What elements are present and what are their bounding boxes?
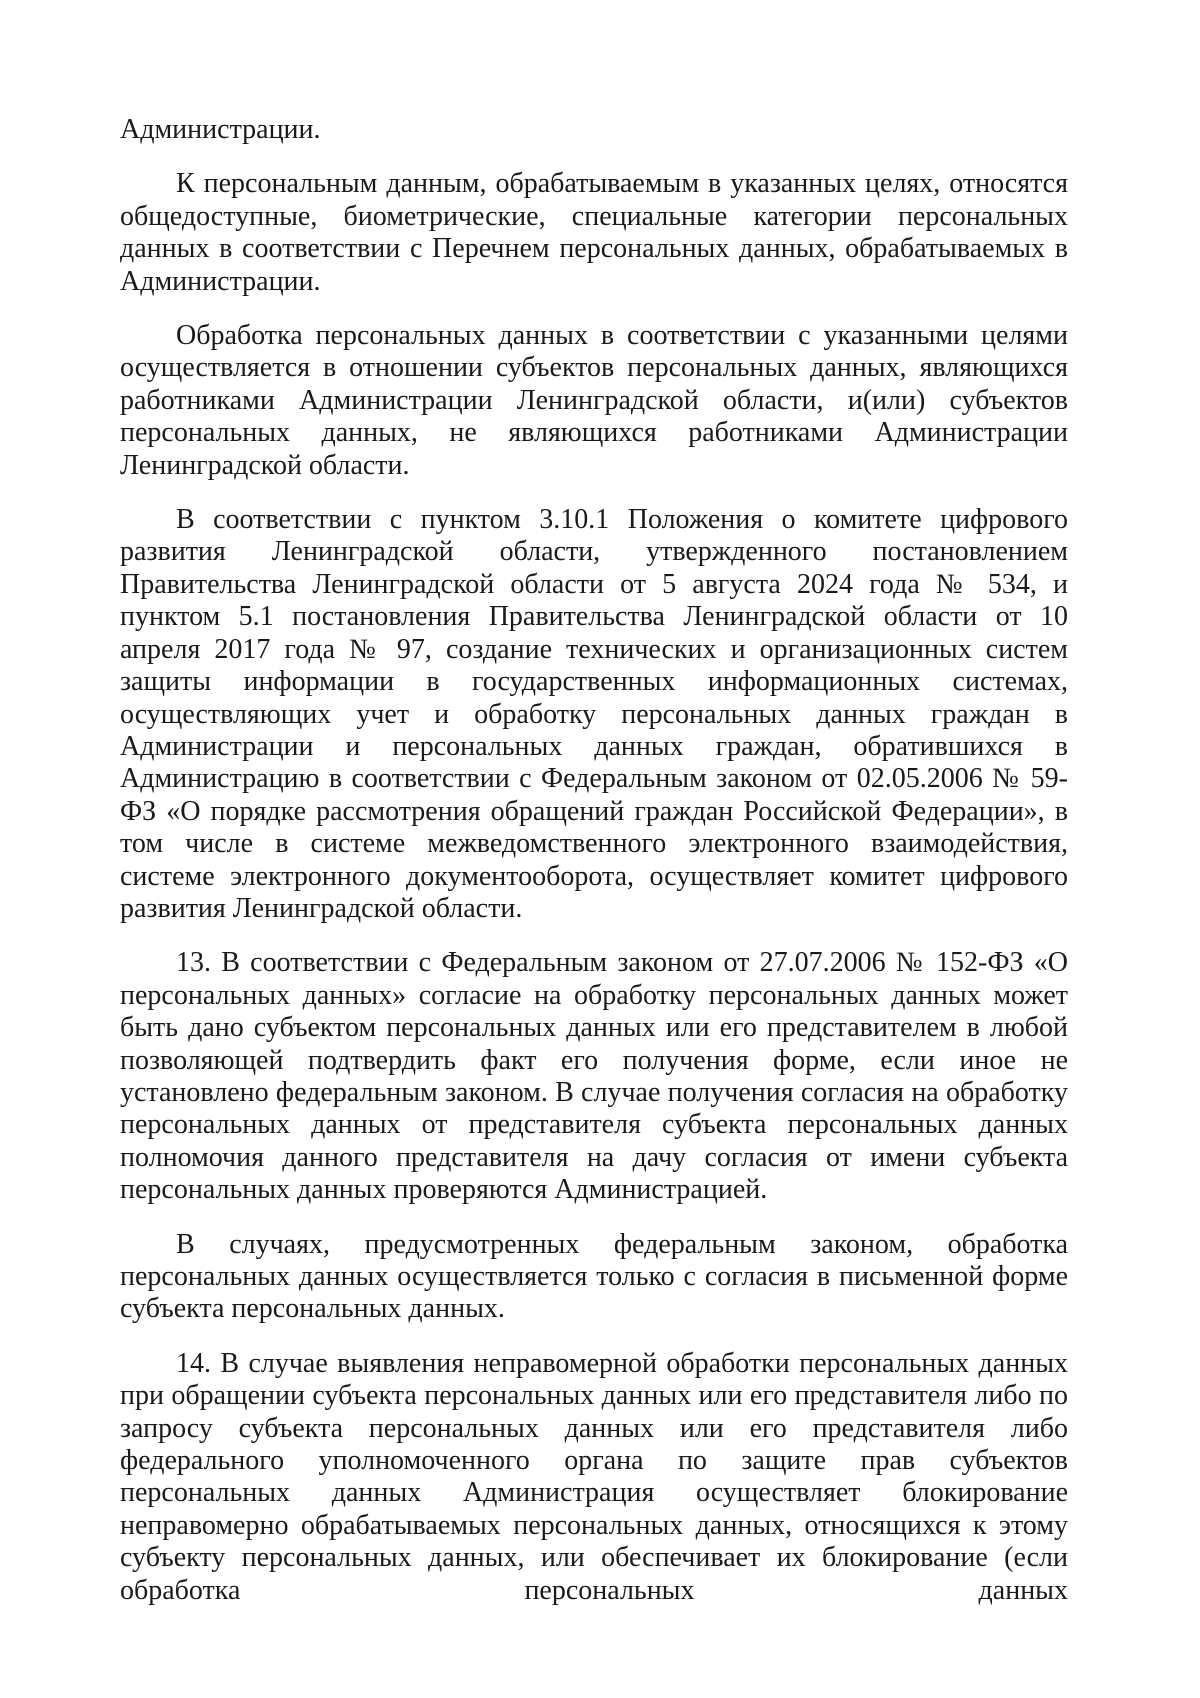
paragraph-written-consent: В случаях, предусмотренных федеральным законом, обработка персональных данных осуществляется только с согласия в письменной форме субъекта персональных данных.: [120, 1228, 1068, 1325]
paragraph-item-14: 14. В случае выявления неправомерной обработки персональных данных при обращении субъекта персональных данных или его представителя либо по запросу субъекта персональных данных или его представителя либо федерального уполномоченного органа по защите прав субъектов персональных данных Администрация осуществляет блокирование неправомерно обрабатываемых персональных данных, относящихся к этому субъекту персональных данных, или обеспечивает их блокирование (если обработка персональных данных: [120, 1347, 1068, 1606]
paragraph-item-13: 13. В соответствии с Федеральным законом от 27.07.2006 № 152-ФЗ «О персональных данных» согласие на обработку персональных данных может быть дано субъектом персональных данных или его представителем в любой позволяющей подтвердить факт его получения форме, если иное не установлено федеральным законом. В случае получения согласия на обработку персональных данных от представителя субъекта персональных данных полномочия данного представителя на дачу согласия от имени субъекта персональных данных проверяются Администрацией.: [120, 947, 1068, 1206]
document-body: [120, 114, 1068, 1607]
paragraph-digital-development-committee: В соответствии с пунктом 3.10.1 Положения о комитете цифрового развития Ленинградской области, утвержденного постановлением Правительства Ленинградской области от 5 августа 2024 года № 534, и пунктом 5.1 постановления Правительства Ленинградской области от 10 апреля 2017 года № 97, создание технических и организационных систем защиты информации в государственных информационных системах, осуществляющих учет и обработку персональных данных граждан в Администрации и персональных данных граждан, обратившихся в Администрацию в соответствии с Федеральным законом от 02.05.2006 № 59-ФЗ «О порядке рассмотрения обращений граждан Российской Федерации», в том числе в системе межведомственного электронного взаимодействия, системе электронного документооборота, осуществляет комитет цифрового развития Ленинградской области.: [120, 504, 1068, 924]
paragraph-personal-data-categories: К персональным данным, обрабатываемым в указанных целях, относятся общедоступные, биометрические, специальные категории персональных данных в соответствии с Перечнем персональных данных, обрабатываемых в Администрации.: [120, 168, 1068, 297]
paragraph-processing-subjects: Обработка персональных данных в соответствии с указанными целями осуществляется в отношении субъектов персональных данных, являющихся работниками Администрации Ленинградской области, и(или) субъектов персональных данных, не являющихся работниками Администрации Ленинградской области.: [120, 320, 1068, 481]
paragraph-continuation: Администрации.: [120, 114, 321, 145]
